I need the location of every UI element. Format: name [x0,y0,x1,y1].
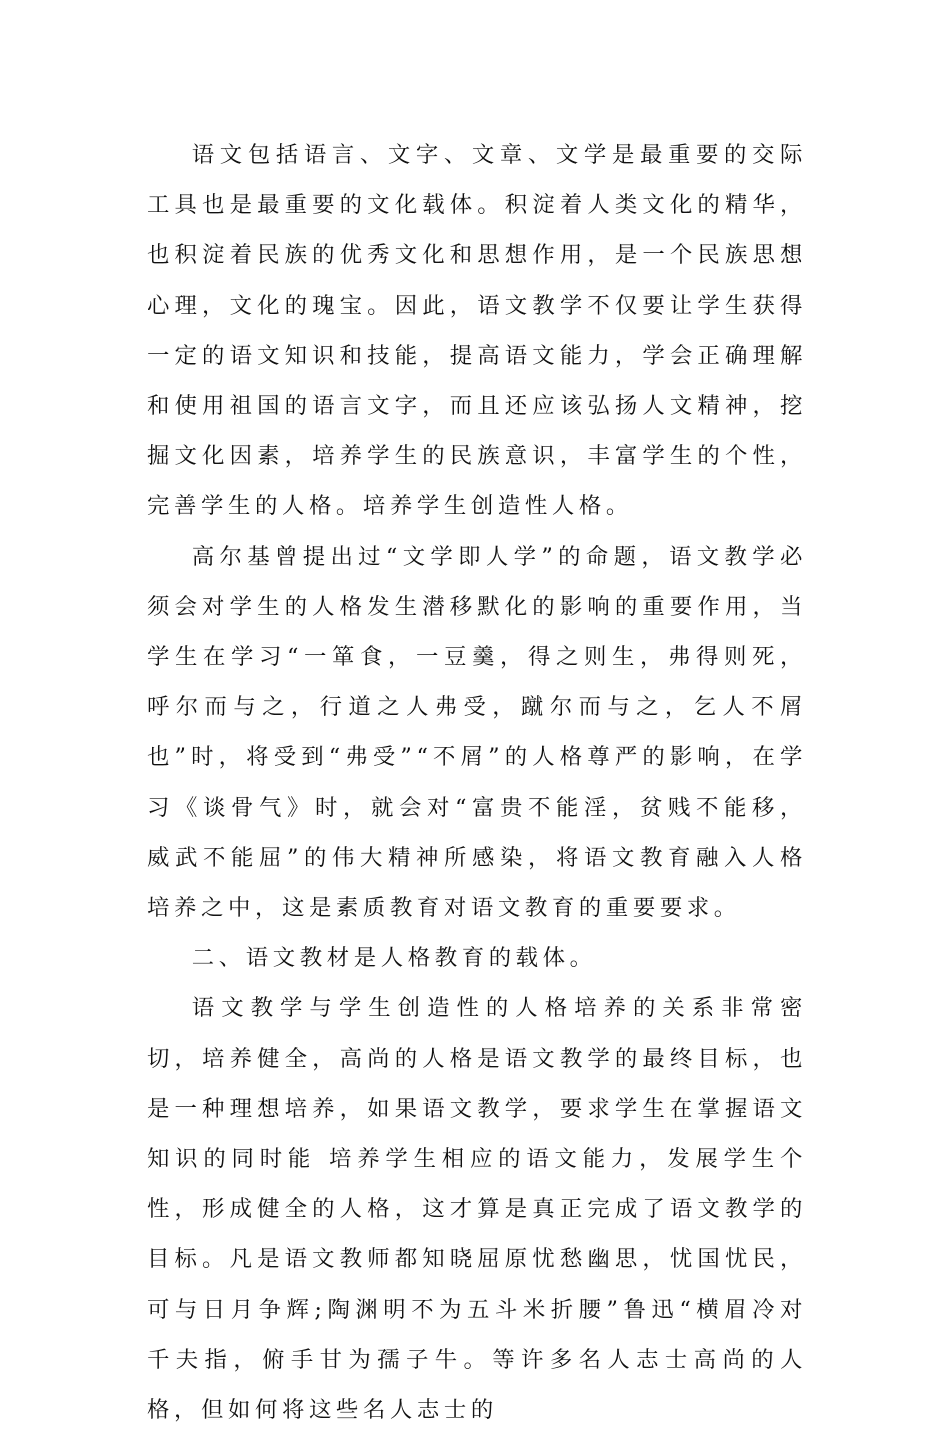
document-body [147,130,807,1435]
paragraph-3: 语文教学与学生创造性的人格培养的关系非常密切，培养健全，高尚的人格是语文教学的最终目标，也是一种理想培养，如果语文教学，要求学生在掌握语文知识的同时能 培养学生相应的语文能力，发展学生个性，形成健全的人格，这才算是真正完成了语文教学的目标。凡是语文教师都知晓屈原忧愁幽思，忧国忧民，可与日月争辉;陶渊明不为五斗米折腰”鲁迅“横眉冷对千夫指，俯手甘为孺子牛。等许多名人志士高尚的人格，但如何将这些名人志士的 [147,995,807,1424]
paragraph-2: 高尔基曾提出过“文学即人学”的命题，语文教学必须会对学生的人格发生潜移默化的影响的重要作用，当学生在学习“一箪食，一豆羹，得之则生，弗得则死，呼尔而与之，行道之人弗受，蹴尔而与之，乞人不屑也”时，将受到“弗受”“不屑”的人格尊严的影响，在学习《谈骨气》时，就会对“富贵不能淫，贫贱不能移，威武不能屈”的伟大精神所感染，将语文教育融入人格培养之中，这是素质教育对语文教育的重要要求。 [147,543,807,922]
paragraph-1: 语文包括语言、文字、文章、文学是最重要的交际工具也是最重要的文化载体。积淀着人类文化的精华，也积淀着民族的优秀文化和思想作用，是一个民族思想心理，文化的瑰宝。因此，语文教学不仅要让学生获得一定的语文知识和技能，提高语文能力，学会正确理解和使用祖国的语言文字，而且还应该弘扬人文精神，挖掘文化因素，培养学生的民族意识，丰富学生的个性，完善学生的人格。培养学生创造性人格。 [147,142,807,520]
section-heading: 二、语文教材是人格教育的载体。 [191,945,597,972]
